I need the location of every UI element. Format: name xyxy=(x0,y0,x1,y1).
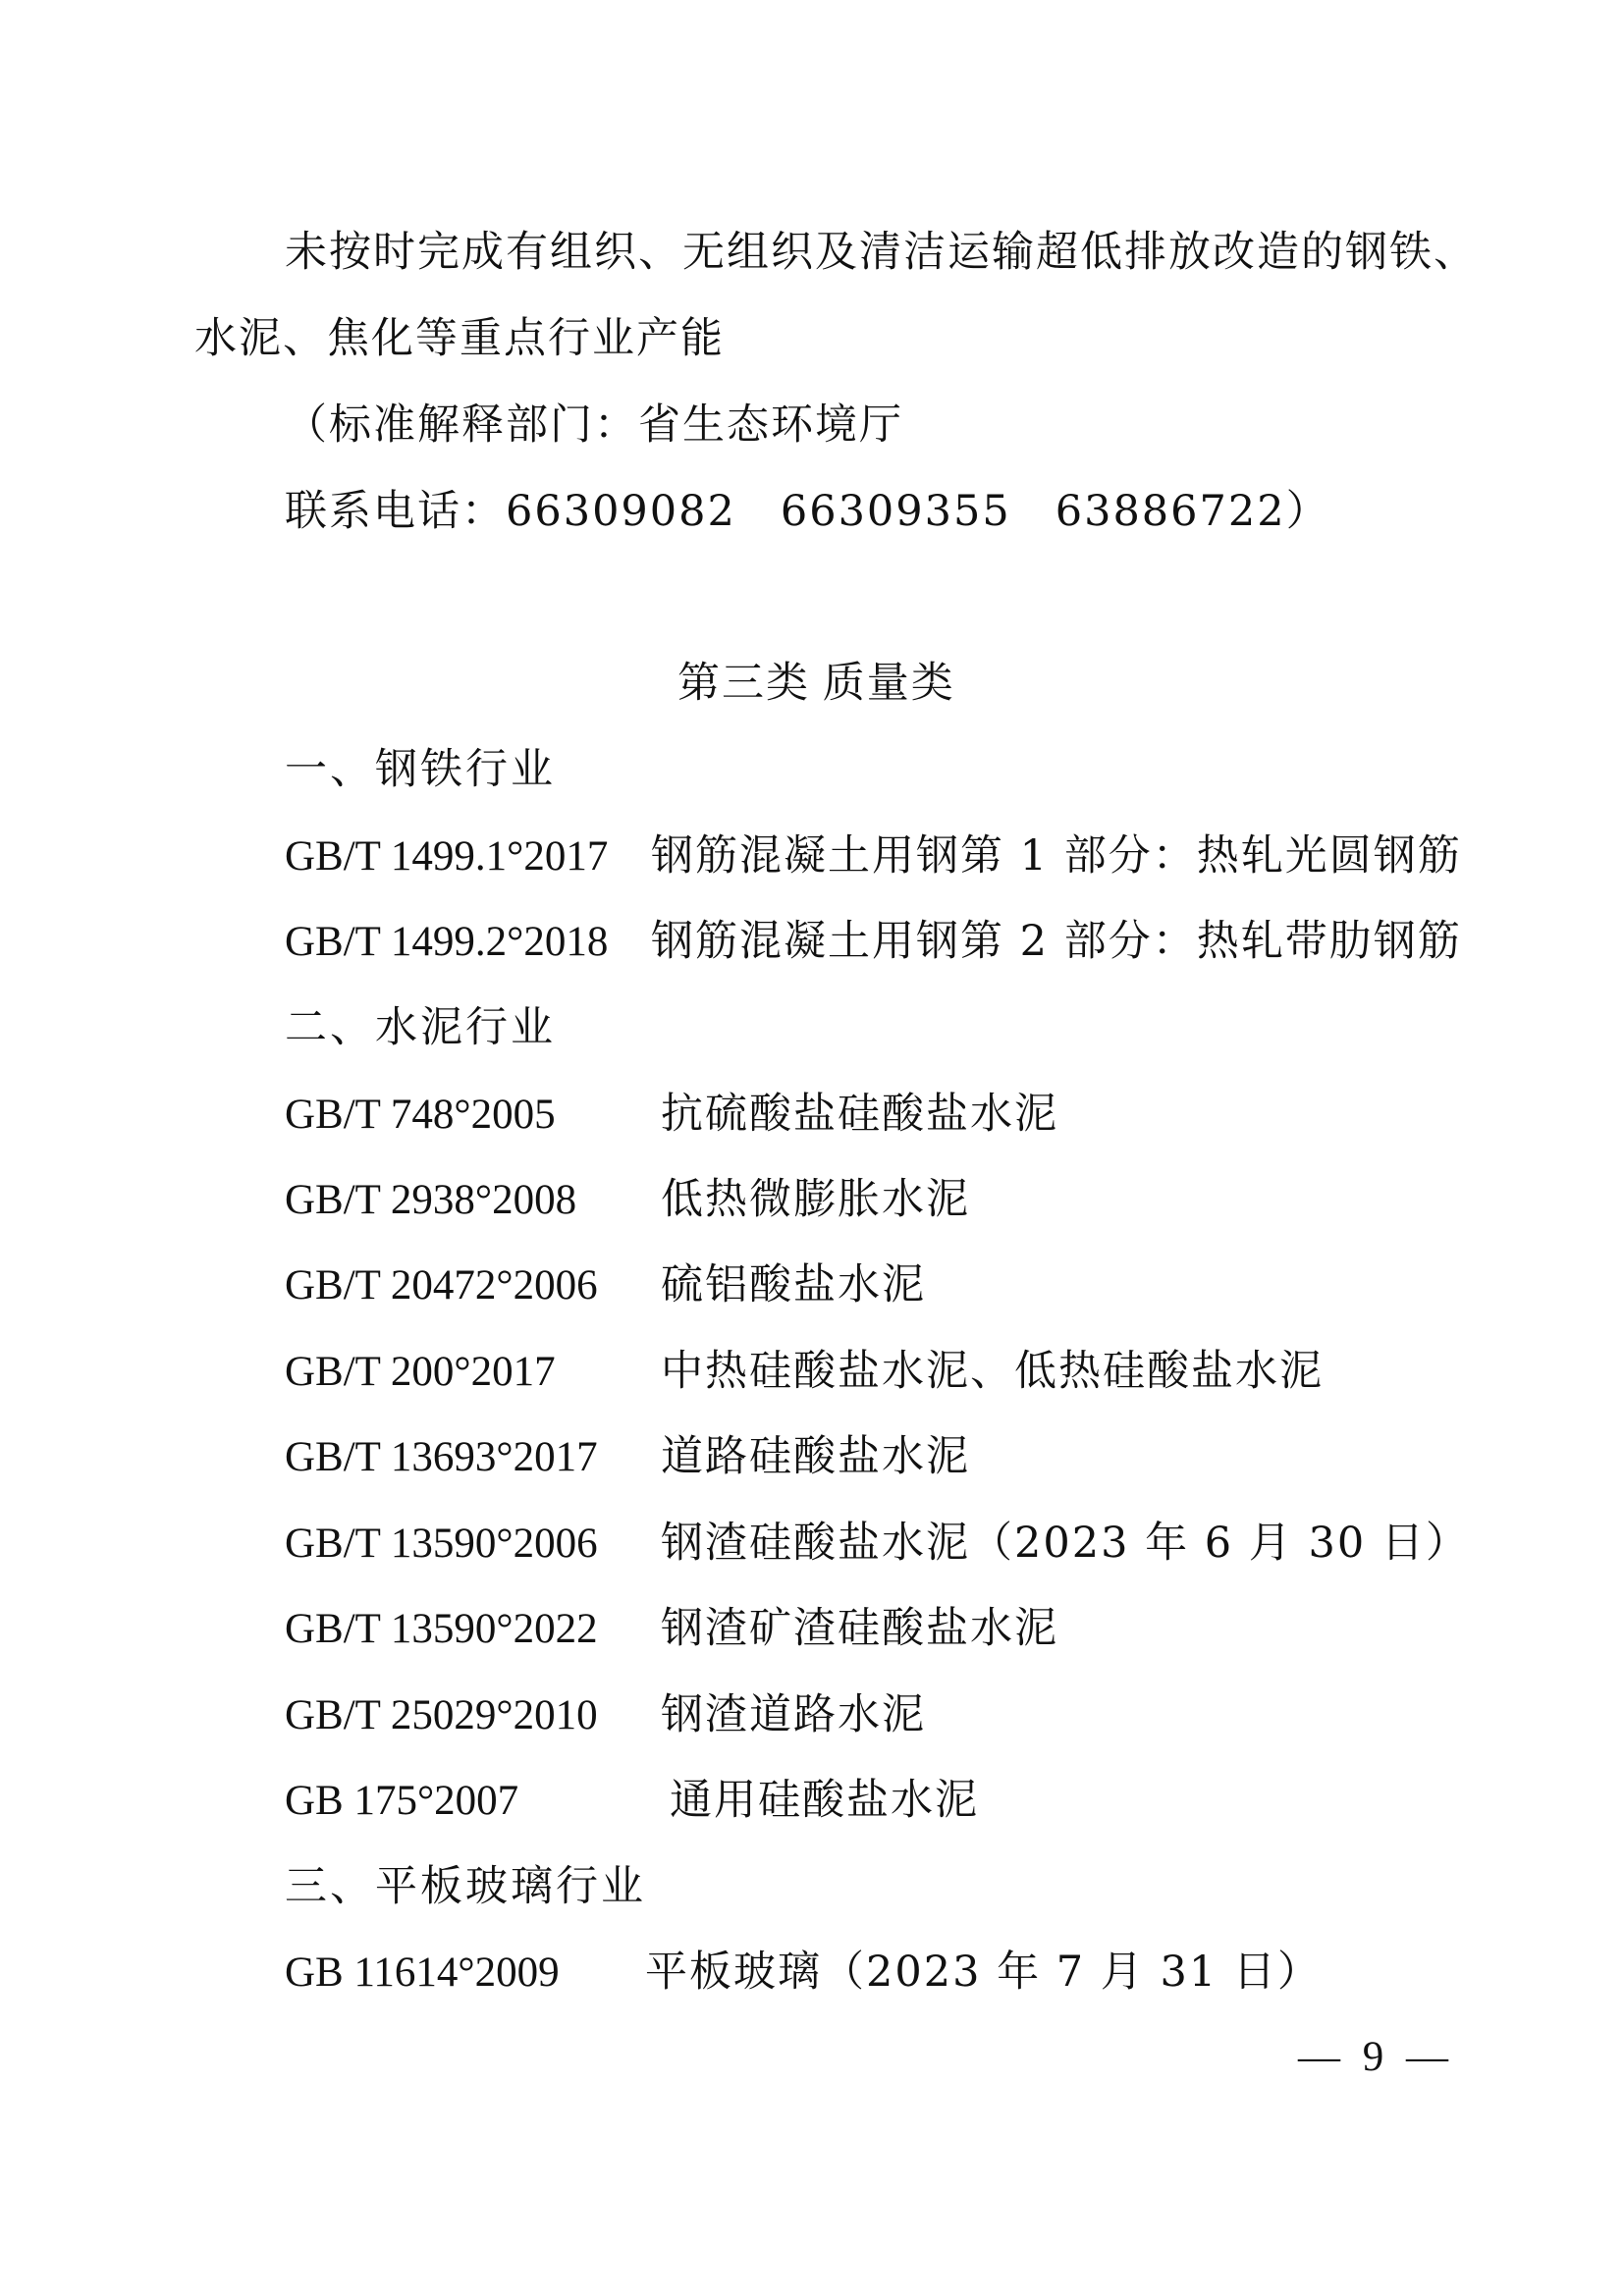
standard-code: GB 175°2007 xyxy=(285,1778,519,1824)
standard-name: 钢筋混凝土用钢第 1 部分：热轧光圆钢筋 xyxy=(651,831,1462,881)
standard-item xyxy=(285,1514,1470,1574)
page-number: — 9 — xyxy=(1298,2034,1454,2080)
standard-item xyxy=(285,1255,926,1315)
standard-code: GB/T 25029°2010 xyxy=(285,1692,598,1738)
standard-name: 钢筋混凝土用钢第 2 部分：热轧带肋钢筋 xyxy=(651,917,1462,966)
intro-line-2: 水泥、焦化等重点行业产能 xyxy=(194,314,725,363)
standard-item xyxy=(285,1771,979,1831)
standard-item xyxy=(285,1085,1058,1145)
standard-code: GB/T 2938°2008 xyxy=(285,1177,577,1223)
standard-code: GB/T 1499.1°2017 xyxy=(285,833,609,880)
standard-code: GB/T 200°2017 xyxy=(285,1349,556,1395)
standard-name: 道路硅酸盐水泥 xyxy=(661,1432,970,1481)
standard-item xyxy=(285,1427,970,1487)
standard-code: GB/T 13590°2022 xyxy=(285,1606,598,1652)
standard-name: 通用硅酸盐水泥 xyxy=(670,1776,979,1825)
standard-name: 钢渣硅酸盐水泥（2023 年 6 月 30 日） xyxy=(661,1519,1470,1568)
standard-name: 硫铝酸盐水泥 xyxy=(661,1260,926,1309)
standard-name: 钢渣矿渣硅酸盐水泥 xyxy=(661,1604,1058,1653)
standard-name: 抗硫酸盐硅酸盐水泥 xyxy=(661,1090,1058,1139)
standard-code: GB 11614°2009 xyxy=(285,1949,560,1996)
heading-glass: 三、平板玻璃行业 xyxy=(285,1862,646,1911)
standard-name: 中热硅酸盐水泥、低热硅酸盐水泥 xyxy=(661,1347,1324,1396)
standard-code: GB/T 13693°2017 xyxy=(285,1434,598,1480)
standard-name: 平板玻璃（2023 年 7 月 31 日） xyxy=(645,1948,1322,1997)
heading-cement: 二、水泥行业 xyxy=(285,1003,556,1052)
standard-code: GB/T 1499.2°2018 xyxy=(285,919,609,965)
standard-code: GB/T 748°2005 xyxy=(285,1092,556,1138)
explain-department: （标准解释部门：省生态环境厅 xyxy=(285,400,903,450)
standard-name: 低热微膨胀水泥 xyxy=(661,1175,970,1224)
heading-steel: 一、钢铁行业 xyxy=(285,745,556,794)
standard-item xyxy=(285,912,1462,972)
standard-item xyxy=(285,827,1462,886)
standard-item xyxy=(285,1943,1322,2002)
standard-code: GB/T 20472°2006 xyxy=(285,1262,598,1308)
standard-item xyxy=(285,1170,970,1230)
contact-phone: 联系电话：66309082 66309355 63886722） xyxy=(285,487,1330,536)
standard-item xyxy=(285,1599,1058,1659)
standard-name: 钢渣道路水泥 xyxy=(661,1690,926,1739)
intro-line-1: 未按时完成有组织、无组织及清洁运输超低排放改造的钢铁、 xyxy=(285,228,1478,277)
standard-code: GB/T 13590°2006 xyxy=(285,1521,598,1567)
standard-item xyxy=(285,1342,1324,1402)
standard-item xyxy=(285,1685,926,1745)
section-title: 第三类 质量类 xyxy=(677,661,955,707)
